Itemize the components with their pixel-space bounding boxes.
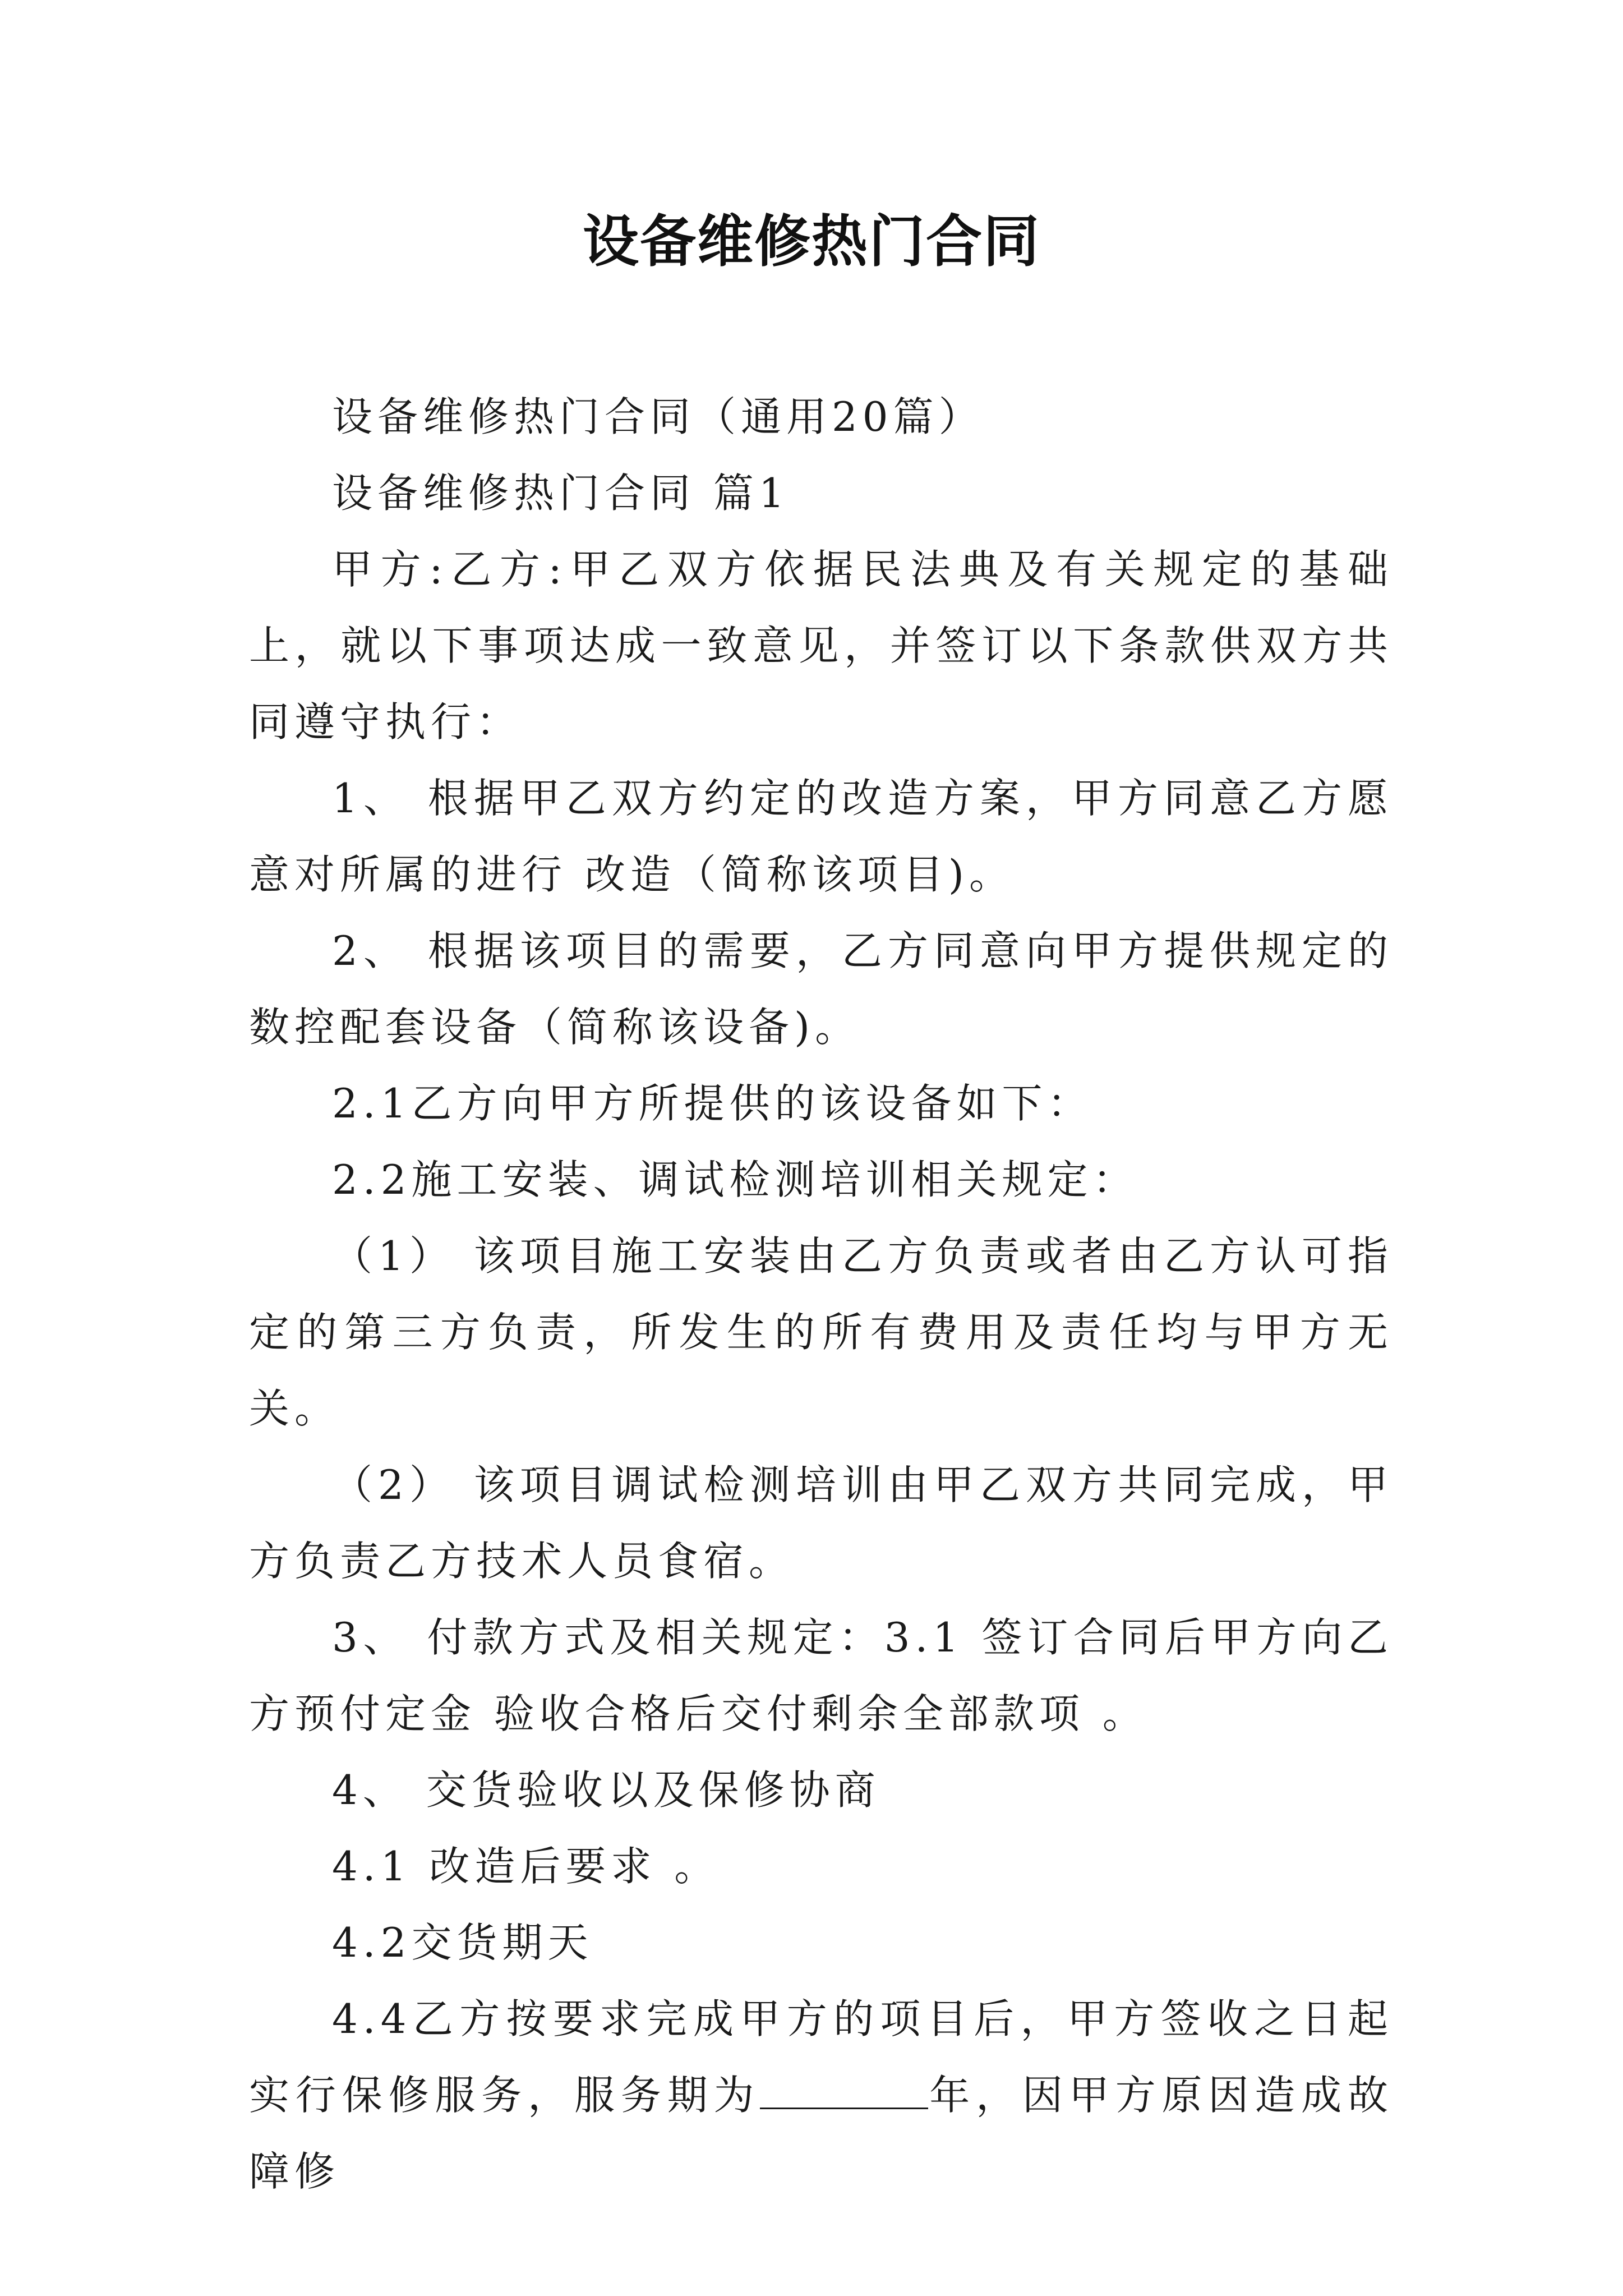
paragraph-clause-2-2: 2.2施工安装、调试检测培训相关规定： [332,1156,1138,1203]
paragraph-parties: 甲方:乙方:甲乙双方依据民法典及有关规定的基础上，就以下事项达成一致意见，并签订以下条款供双方共同遵守执行： [249,546,1393,746]
document-title: 设备维修热门合同 [583,208,1040,274]
paragraph-clause-1: 1、 根据甲乙双方约定的改造方案，甲方同意乙方愿意对所属的进行 改造（简称该项目)。 [249,775,1393,898]
paragraph-subtitle: 设备维修热门合同（通用20篇） [332,393,984,440]
fill-in-blank-line [760,2072,928,2109]
paragraph-section-heading: 设备维修热门合同 篇1 [332,470,790,517]
paragraph-clause-4-1: 4.1 改造后要求 。 [332,1843,720,1890]
clause-4-4-text-after: 年，因甲方原因造成故障修 [249,2072,1393,2195]
paragraph-clause-2-2-1: （1） 该项目施工安装由乙方负责或者由乙方认可指定的第三方负责，所发生的所有费用及责任均与甲方无关。 [249,1232,1393,1432]
paragraph-clause-2-1: 2.1乙方向甲方所提供的该设备如下： [332,1080,1093,1127]
paragraph-clause-3: 3、 付款方式及相关规定：3.1 签订合同后甲方向乙方预付定金 验收合格后交付剩余全部款项 。 [249,1614,1393,1737]
paragraph-clause-4: 4、 交货验收以及保修协商 [332,1766,880,1814]
paragraph-clause-2: 2、 根据该项目的需要，乙方同意向甲方提供规定的数控配套设备（简称该设备)。 [249,927,1393,1051]
clause-4-4-text-before: 4.4乙方按要求完成甲方的项目后，甲方签收之日起实行保修服务，服务期为 [249,1995,1393,2119]
document-body [249,379,1393,2210]
paragraph-clause-4-4 [249,1981,1393,2210]
paragraph-clause-4-2: 4.2交货期天 [332,1919,593,1966]
paragraph-clause-2-2-2: （2） 该项目调试检测培训由甲乙双方共同完成，甲方负责乙方技术人员食宿。 [249,1461,1393,1585]
